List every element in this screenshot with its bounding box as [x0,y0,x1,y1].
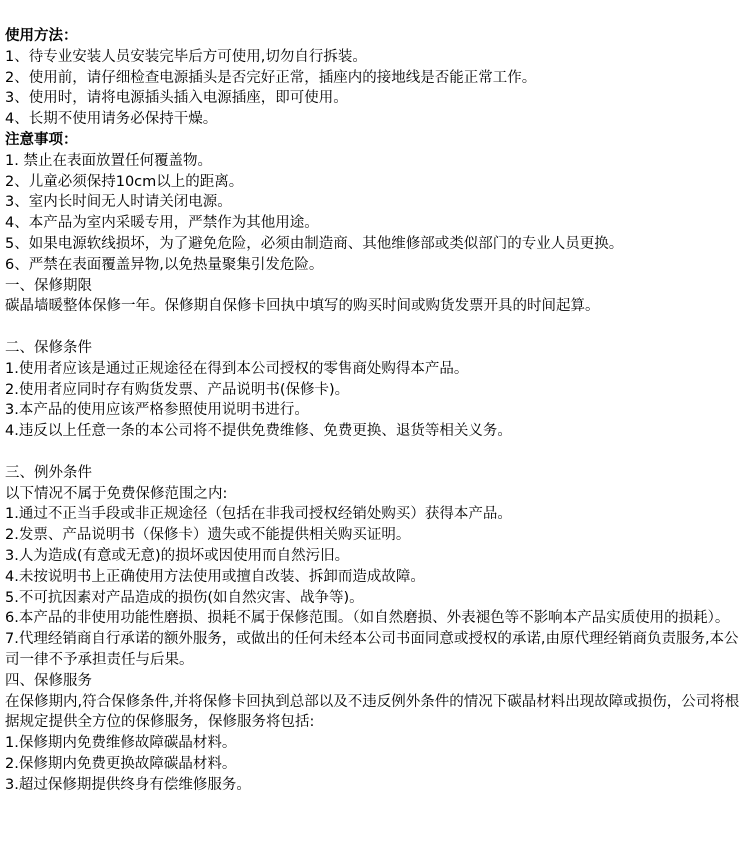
notes-item: 4、本产品为室内采暖专用，严禁作为其他用途。 [5,215,319,232]
warranty-period-section [5,276,747,318]
warranty-period-heading: 一、保修期限 [5,277,92,294]
exceptions-item: 7.代理经销商自行承诺的额外服务，或做出的任何未经本公司书面同意或授权的承诺,由原代理经销商负责服务,本公司一律不予承担责任与后果。 [5,631,739,668]
warranty-conditions-item: 2.使用者应同时存有购货发票、产品说明书(保修卡)。 [5,381,350,398]
exceptions-item: 2.发票、产品说明书（保修卡）遗失或不能提供相关购买证明。 [5,527,411,544]
service-heading: 四、保修服务 [5,672,92,689]
notes-item: 2、儿童必须保持10cm以上的距离。 [5,173,244,190]
exceptions-item: 6.本产品的非使用功能性磨损、损耗不属于保修范围。（如自然磨损、外表褪色等不影响本产品实质使用的损耗）。 [5,610,730,627]
notes-item: 6、严禁在表面覆盖异物,以免热量聚集引发危险。 [5,256,324,273]
product-manual-document [5,26,747,795]
warranty-period-text: 碳晶墙暖整体保修一年。保修期自保修卡回执中填写的购买时间或购货发票开具的时间起算。 [5,298,600,315]
warranty-conditions-section [5,338,747,442]
usage-item: 2、使用前，请仔细检查电源插头是否完好正常，插座内的接地线是否能正常工作。 [5,69,537,86]
warranty-conditions-item: 3.本产品的使用应该严格参照使用说明书进行。 [5,402,309,419]
blank-line [5,442,747,463]
usage-section [5,26,747,130]
service-section [5,671,747,796]
warranty-conditions-item: 1.使用者应该是通过正规途径在得到本公司授权的零售商处购得本产品。 [5,360,469,377]
exceptions-section [5,463,747,671]
notes-heading: 注意事项： [5,131,78,148]
blank-line [5,317,747,338]
exceptions-item: 3.人为造成(有意或无意)的损坏或因使用而自然污旧。 [5,547,350,564]
exceptions-item: 4.未按说明书上正确使用方法使用或擅自改装、拆卸而造成故障。 [5,568,425,585]
exceptions-intro: 以下情况不属于免费保修范围之内: [5,485,228,502]
notes-item: 1. 禁止在表面放置任何覆盖物。 [5,152,212,169]
exceptions-heading: 三、例外条件 [5,464,92,481]
usage-item: 3、使用时，请将电源插头插入电源插座，即可使用。 [5,90,348,107]
notes-item: 3、室内长时间无人时请关闭电源。 [5,194,232,211]
exceptions-item: 5.不可抗因素对产品造成的损伤(如自然灾害、战争等)。 [5,589,364,606]
exceptions-item: 1.通过不正当手段或非正规途径（包括在非我司授权经销处购买）获得本产品。 [5,506,512,523]
usage-item: 1、待专业安装人员安装完毕后方可使用,切勿自行拆装。 [5,48,367,65]
notes-item: 5、如果电源软线损坏，为了避免危险，必须由制造商、其他维修部或类似部门的专业人员更换。 [5,235,624,252]
service-item: 2.保修期内免费更换故障碳晶材料。 [5,755,237,772]
warranty-conditions-item: 4.违反以上任意一条的本公司将不提供免费维修、免费更换、退货等相关义务。 [5,423,512,440]
service-item: 3.超过保修期提供终身有偿维修服务。 [5,776,251,793]
usage-item: 4、长期不使用请务必保持干燥。 [5,111,218,128]
usage-heading: 使用方法： [5,28,78,44]
notes-section [5,130,747,276]
service-intro: 在保修期内,符合保修条件,并将保修卡回执到总部以及不违反例外条件的情况下碳晶材料出现故障或损伤，公司将根据规定提供全方位的保修服务，保修服务将包括: [5,693,740,731]
service-item: 1.保修期内免费维修故障碳晶材料。 [5,735,237,752]
warranty-conditions-heading: 二、保修条件 [5,339,92,356]
